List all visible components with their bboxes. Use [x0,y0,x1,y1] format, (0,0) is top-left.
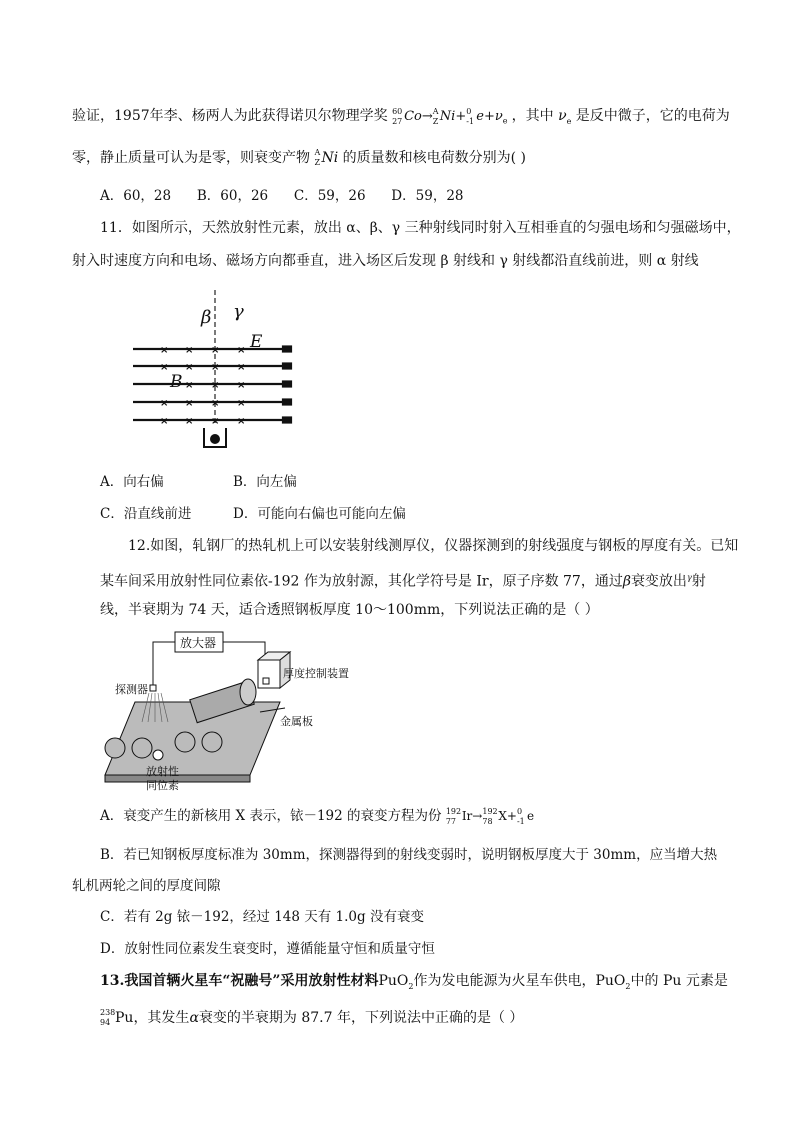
beta-label: β [201,307,212,328]
q11-option-c: C．沿直线前进 [100,506,192,522]
svg-text:×: × [211,380,220,391]
q12-option-d: D．放射性同位素发生衰变时，遵循能量守恒和质量守恒 [100,941,435,957]
b-field-label: B [170,372,183,392]
svg-text:×: × [185,362,194,373]
q12-line-3: 线，半衰期为 74 天，适合透照钢板厚度 10～100mm，下列说法正确的是（ ） [100,602,599,618]
q12-option-a: A．衰变产生的新核用 X 表示，铱－192 的衰变方程为份 192 77 Ir→ 192 78 X+ 0 -1 e [100,806,535,826]
svg-text:×: × [160,416,169,427]
svg-text:×: × [185,380,194,391]
q10-line-2: 零，静止质量可认为是零，则衰变产物 A Z Ni 的质量数和核电荷数分别为( ) [72,148,527,167]
svg-text:×: × [185,416,194,427]
svg-text:×: × [211,362,220,373]
svg-text:×: × [211,398,220,409]
q13-line-2: 238 94 Pu，其发生α衰变的半衰期为 87.7 年，下列说法中正确的是（ ） [100,1008,524,1027]
q11-line-2: 射入时速度方向和电场、磁场方向都垂直，进入场区后发现 β 射线和 γ 射线都沿直线前进，则 α 射线 [72,253,699,269]
amplifier-label: 放大器 [180,636,217,650]
q11-option-b: B．向左偏 [233,474,297,490]
gamma-label: γ [233,301,244,322]
q12-option-c: C．若有 2g 铱－192，经过 148 天有 1.0g 没有衰变 [100,909,424,925]
svg-text:×: × [185,398,194,409]
q12-line-1: 12.如图，轧钢厂的热轧机上可以安装射线测厚仪，仪器探测到的射线强度与钢板的厚度有关。已知 [128,538,739,554]
svg-text:×: × [160,345,169,356]
svg-text:×: × [211,416,220,427]
svg-text:×: × [237,398,246,409]
q11-field-diagram [125,285,305,455]
svg-text:×: × [211,345,220,356]
isotope-label-1: 放射性 [146,765,179,778]
metal-plate-label: 金属板 [280,715,313,728]
q12-thickness-gauge-diagram [100,630,370,795]
q12-line-2: 某车间采用放射性同位素依-192 作为放射源，其化学符号是 Ir，原子序数 77，通过β衰变放出$^\gamma$射 [100,573,706,590]
svg-text:×: × [237,416,246,427]
radioactive-source [204,428,226,447]
q10-line-1: 验证，1957年李、杨两人为此获得诺贝尔物理学奖 60 27 Co→ A Z Ni+ 0 -1 $e+\nu_e$ ，其中 $\nu_e$ 是反中微子，它的电荷为 [72,106,730,126]
isotope-source [153,750,163,760]
detector-box [150,685,156,691]
q11-option-a: A．向右偏 [100,474,164,490]
q11-line-1: 11．如图所示，天然放射性元素，放出 α、β、γ 三种射线同时射入互相垂直的匀强电场和匀强磁场中， [100,220,741,236]
thickness-control-label: 厚度控制装置 [283,667,349,680]
q10-text: 验证，1957年李、杨两人为此获得诺贝尔物理学奖 [72,108,388,124]
svg-text:×: × [160,362,169,373]
q10-options: A．60，28 B．60，26 C．59，26 D．59，28 [100,188,464,204]
decay-equation: 60 27 Co→ A Z Ni+ 0 -1 $e+\nu_e$ [392,106,508,126]
svg-text:×: × [185,345,194,356]
iridium-decay-equation: 192 77 Ir→ 192 78 X+ 0 -1 e [445,806,535,826]
svg-text:×: × [237,345,246,356]
isotope-label-2: 同位素 [146,779,179,792]
svg-text:×: × [237,362,246,373]
svg-text:×: × [160,398,169,409]
q13-line-1: 13.我国首辆火星车“祝融号”采用放射性材料PuO$_2$作为发电能源为火星车供电，PuO$_2$中的 Pu 元素是 [100,973,728,991]
svg-text:×: × [237,380,246,391]
e-field-label: E [250,332,263,352]
q12-option-b-line-1: B．若已知钢板厚度标准为 30mm，探测器得到的射线变弱时，说明钢板厚度大于 30mm，应当增大热 [100,847,718,863]
detector-label: 探测器 [115,683,148,696]
q11-option-d: D．可能向右偏也可能向左偏 [233,506,406,522]
q12-option-b-line-2: 轧机两轮之间的厚度间隙 [72,878,221,894]
